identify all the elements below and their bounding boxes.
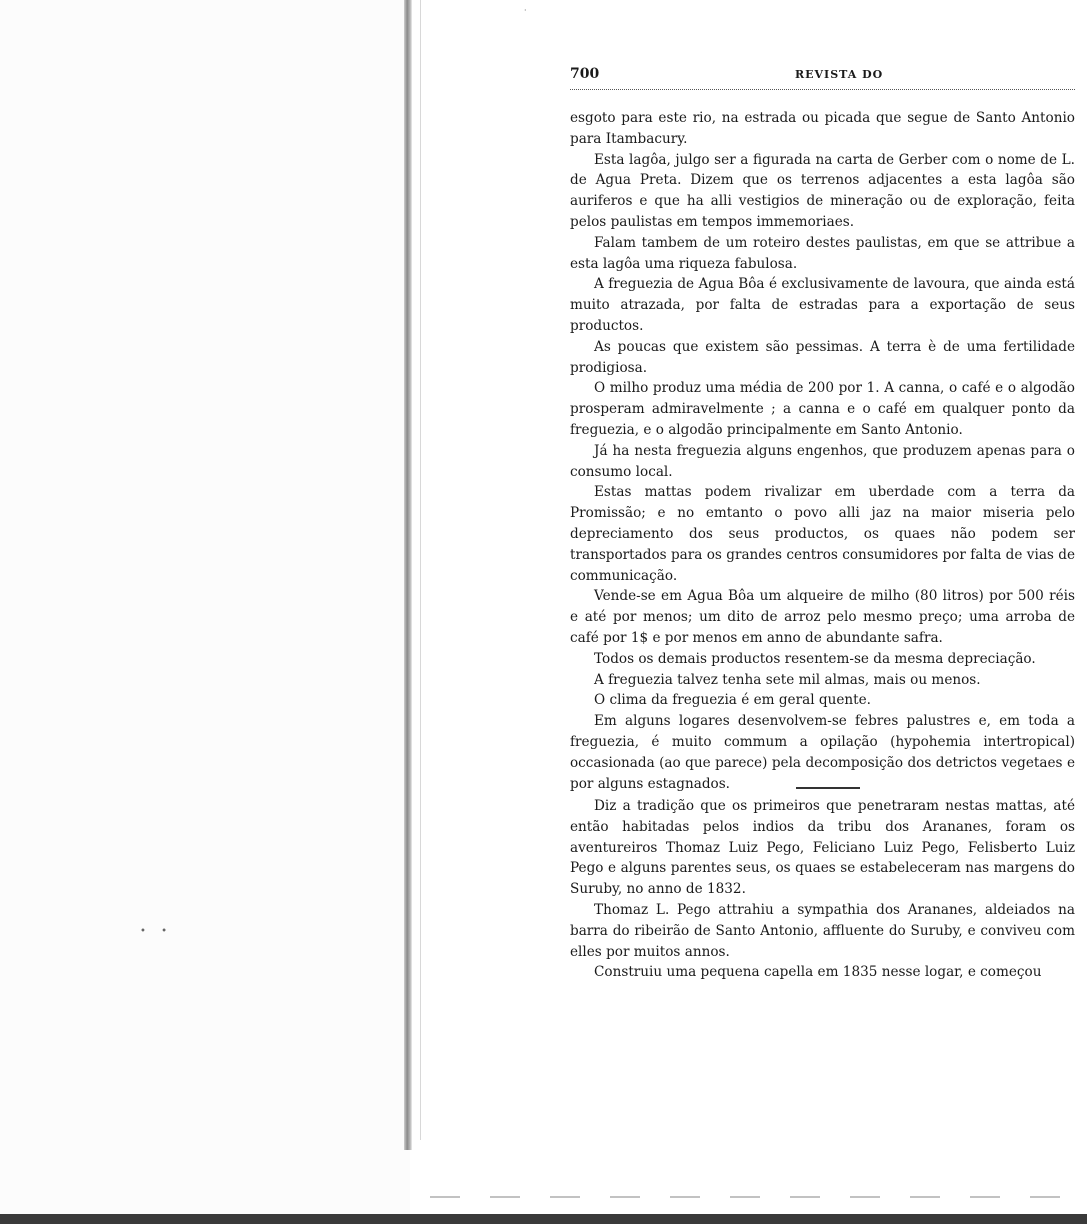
scan-bottom-edge [0, 1214, 1087, 1224]
scan-artifact [430, 1196, 1070, 1198]
paragraph: Em alguns logares desenvolvem-se febres palustres e, em toda a freguezia, é muito commum a opilação (hypohemia intertropical) occasionada (ao que parece) pela decomposição dos detrictos vegetaes e por alguns estagnados. [570, 713, 1075, 792]
paragraph: Todos os demais productos resentem-se da mesma depreciação. [594, 650, 1036, 667]
paragraph: A freguezia de Agua Bôa é exclusivamente de lavoura, que ainda está muito atrazada, por falta de estradas para a exportação de seus productos. [570, 276, 1075, 334]
paragraph: esgoto para este rio, na estrada ou picada que segue de Santo Antonio para Itambacury. [570, 110, 1075, 147]
body-text-section-2 [570, 796, 1075, 983]
paragraph: Esta lagôa, julgo ser a figurada na carta de Gerber com o nome de L. de Agua Preta. Dizem que os terrenos adjacentes a esta lagôa são auriferos e que ha alli vestigios de mineração ou de exploração, feita pelos paulistas em tempos immemoriaes. [570, 151, 1075, 230]
paragraph: O milho produz uma média de 200 por 1. A canna, o café e o algodão prosperam admiravelmente ; a canna e o café em qualquer ponto da freguezia, e o algodão principalmente em Santo Antonio. [570, 380, 1075, 438]
paragraph: Vende-se em Agua Bôa um alqueire de milho (80 litros) por 500 réis e até por menos; um dito de arroz pelo mesmo preço; uma arroba de café por 1$ e por menos em anno de abundante safra. [570, 588, 1075, 646]
paragraph: Diz a tradição que os primeiros que penetraram nestas mattas, até então habitadas pelos indios da tribu dos Arananes, foram os aventureiros Thomaz Luiz Pego, Feliciano Luiz Pego, Felisberto Luiz Pego e alguns parentes seus, os quaes se estabeleceram nas margens do Suruby, no anno de 1832. [570, 798, 1075, 898]
paragraph: Construiu uma pequena capella em 1835 nesse logar, e começou [594, 964, 1042, 981]
body-text [570, 108, 1075, 794]
paragraph: As poucas que existem são pessimas. A terra è de uma fertilidade prodigiosa. [570, 338, 1075, 376]
book-gutter [404, 0, 412, 1150]
paragraph: O clima da freguezia é em geral quente. [594, 692, 871, 709]
section-divider [796, 787, 860, 789]
left-blank-page [0, 0, 410, 1224]
paragraph: Thomaz L. Pego attrahiu a sympathia dos Arananes, aldeiados na barra do ribeirão de Santo Antonio, affluente do Suruby, e conviveu com elles por muitos annos. [570, 901, 1075, 960]
paragraph: Já ha nesta freguezia alguns engenhos, que produzem apenas para o consumo local. [570, 442, 1075, 480]
page-header [570, 66, 1075, 88]
header-rule [570, 89, 1075, 90]
paragraph: Falam tambem de um roteiro destes paulistas, em que se attribue a esta lagôa uma riqueza fabulosa. [570, 234, 1075, 272]
paragraph: Estas mattas podem rivalizar em uberdade com a terra da Promissão; e no emtanto o povo alli jaz na maior miseria pelo depreciamento dos seus productos, os quaes não podem ser transportados para os grandes centros consumidores por falta de vias de communicação. [570, 484, 1075, 584]
paragraph: A freguezia talvez tenha sete mil almas, mais ou menos. [594, 671, 981, 688]
gutter-shadow-line [420, 0, 421, 1140]
scan-speck: · [524, 6, 527, 15]
running-head: REVISTA DO [795, 68, 884, 81]
scan-specks: • • [140, 926, 173, 937]
page-number: 700 [570, 66, 600, 82]
